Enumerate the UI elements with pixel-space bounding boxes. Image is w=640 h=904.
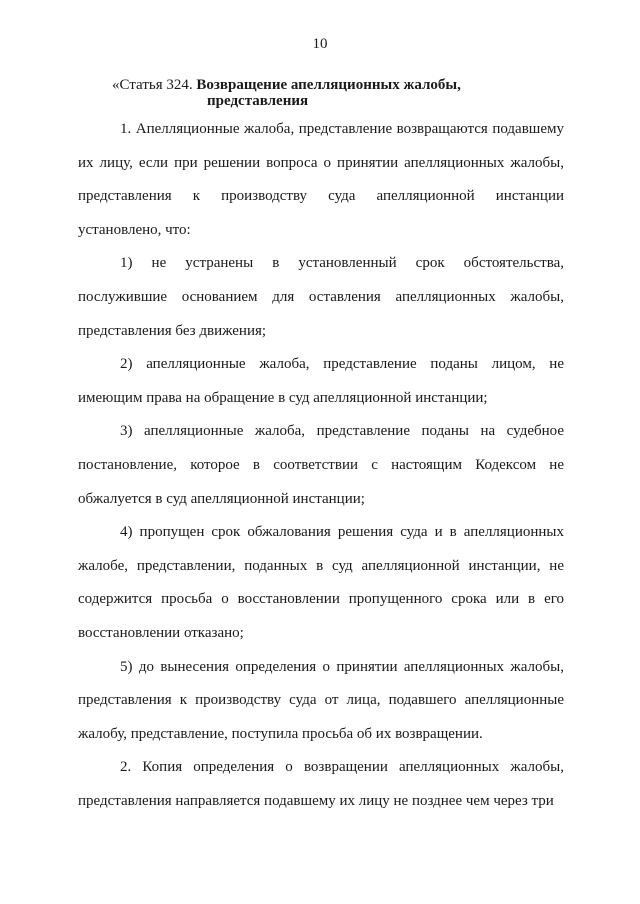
paragraph-item-4: 4) пропущен срок обжалования решения суда и в апелляционных жалобе, представлении, поданных в суд апелляционной инстанции, не содержится просьба о восстановлении пропущенного срока или в его восстановлении отказано; — [78, 524, 564, 641]
paragraph-2: 2. Копия определения о возвращении апелляционных жалобы, представления направляется подавшему их лицу не позднее чем через три — [78, 759, 564, 809]
paragraph-item-2: 2) апелляционные жалоба, представление поданы лицом, не имеющим права на обращение в суд апелляционной инстанции; — [78, 356, 564, 406]
paragraph-item-5: 5) до вынесения определения о принятии апелляционных жалобы, представления к производству суда от лица, подавшего апелляционные жалобу, представление, поступила просьба об их возвращении. — [78, 658, 564, 742]
paragraph-item-3: 3) апелляционные жалоба, представление поданы на судебное постановление, которое в соответствии с настоящим Кодексом не обжалуется в суд апелляционной инстанции; — [78, 423, 564, 507]
article-heading — [112, 77, 572, 109]
page-number: 10 — [312, 36, 328, 52]
article-title-line-2: представления — [207, 93, 309, 109]
article-body — [78, 113, 564, 818]
article-title-line-1: Возвращение апелляционных жалобы, — [196, 77, 461, 93]
article-number: «Статья 324. — [112, 77, 193, 93]
paragraph-1: 1. Апелляционные жалоба, представление возвращаются подавшему их лицу, если при решении вопроса о принятии апелляционных жалобы, представления к производству суда апелляционной инстанции установлено, что: — [78, 121, 564, 238]
paragraph-item-1: 1) не устранены в установленный срок обстоятельства, послужившие основанием для оставления апелляционных жалобы, представления без движения; — [78, 255, 564, 339]
